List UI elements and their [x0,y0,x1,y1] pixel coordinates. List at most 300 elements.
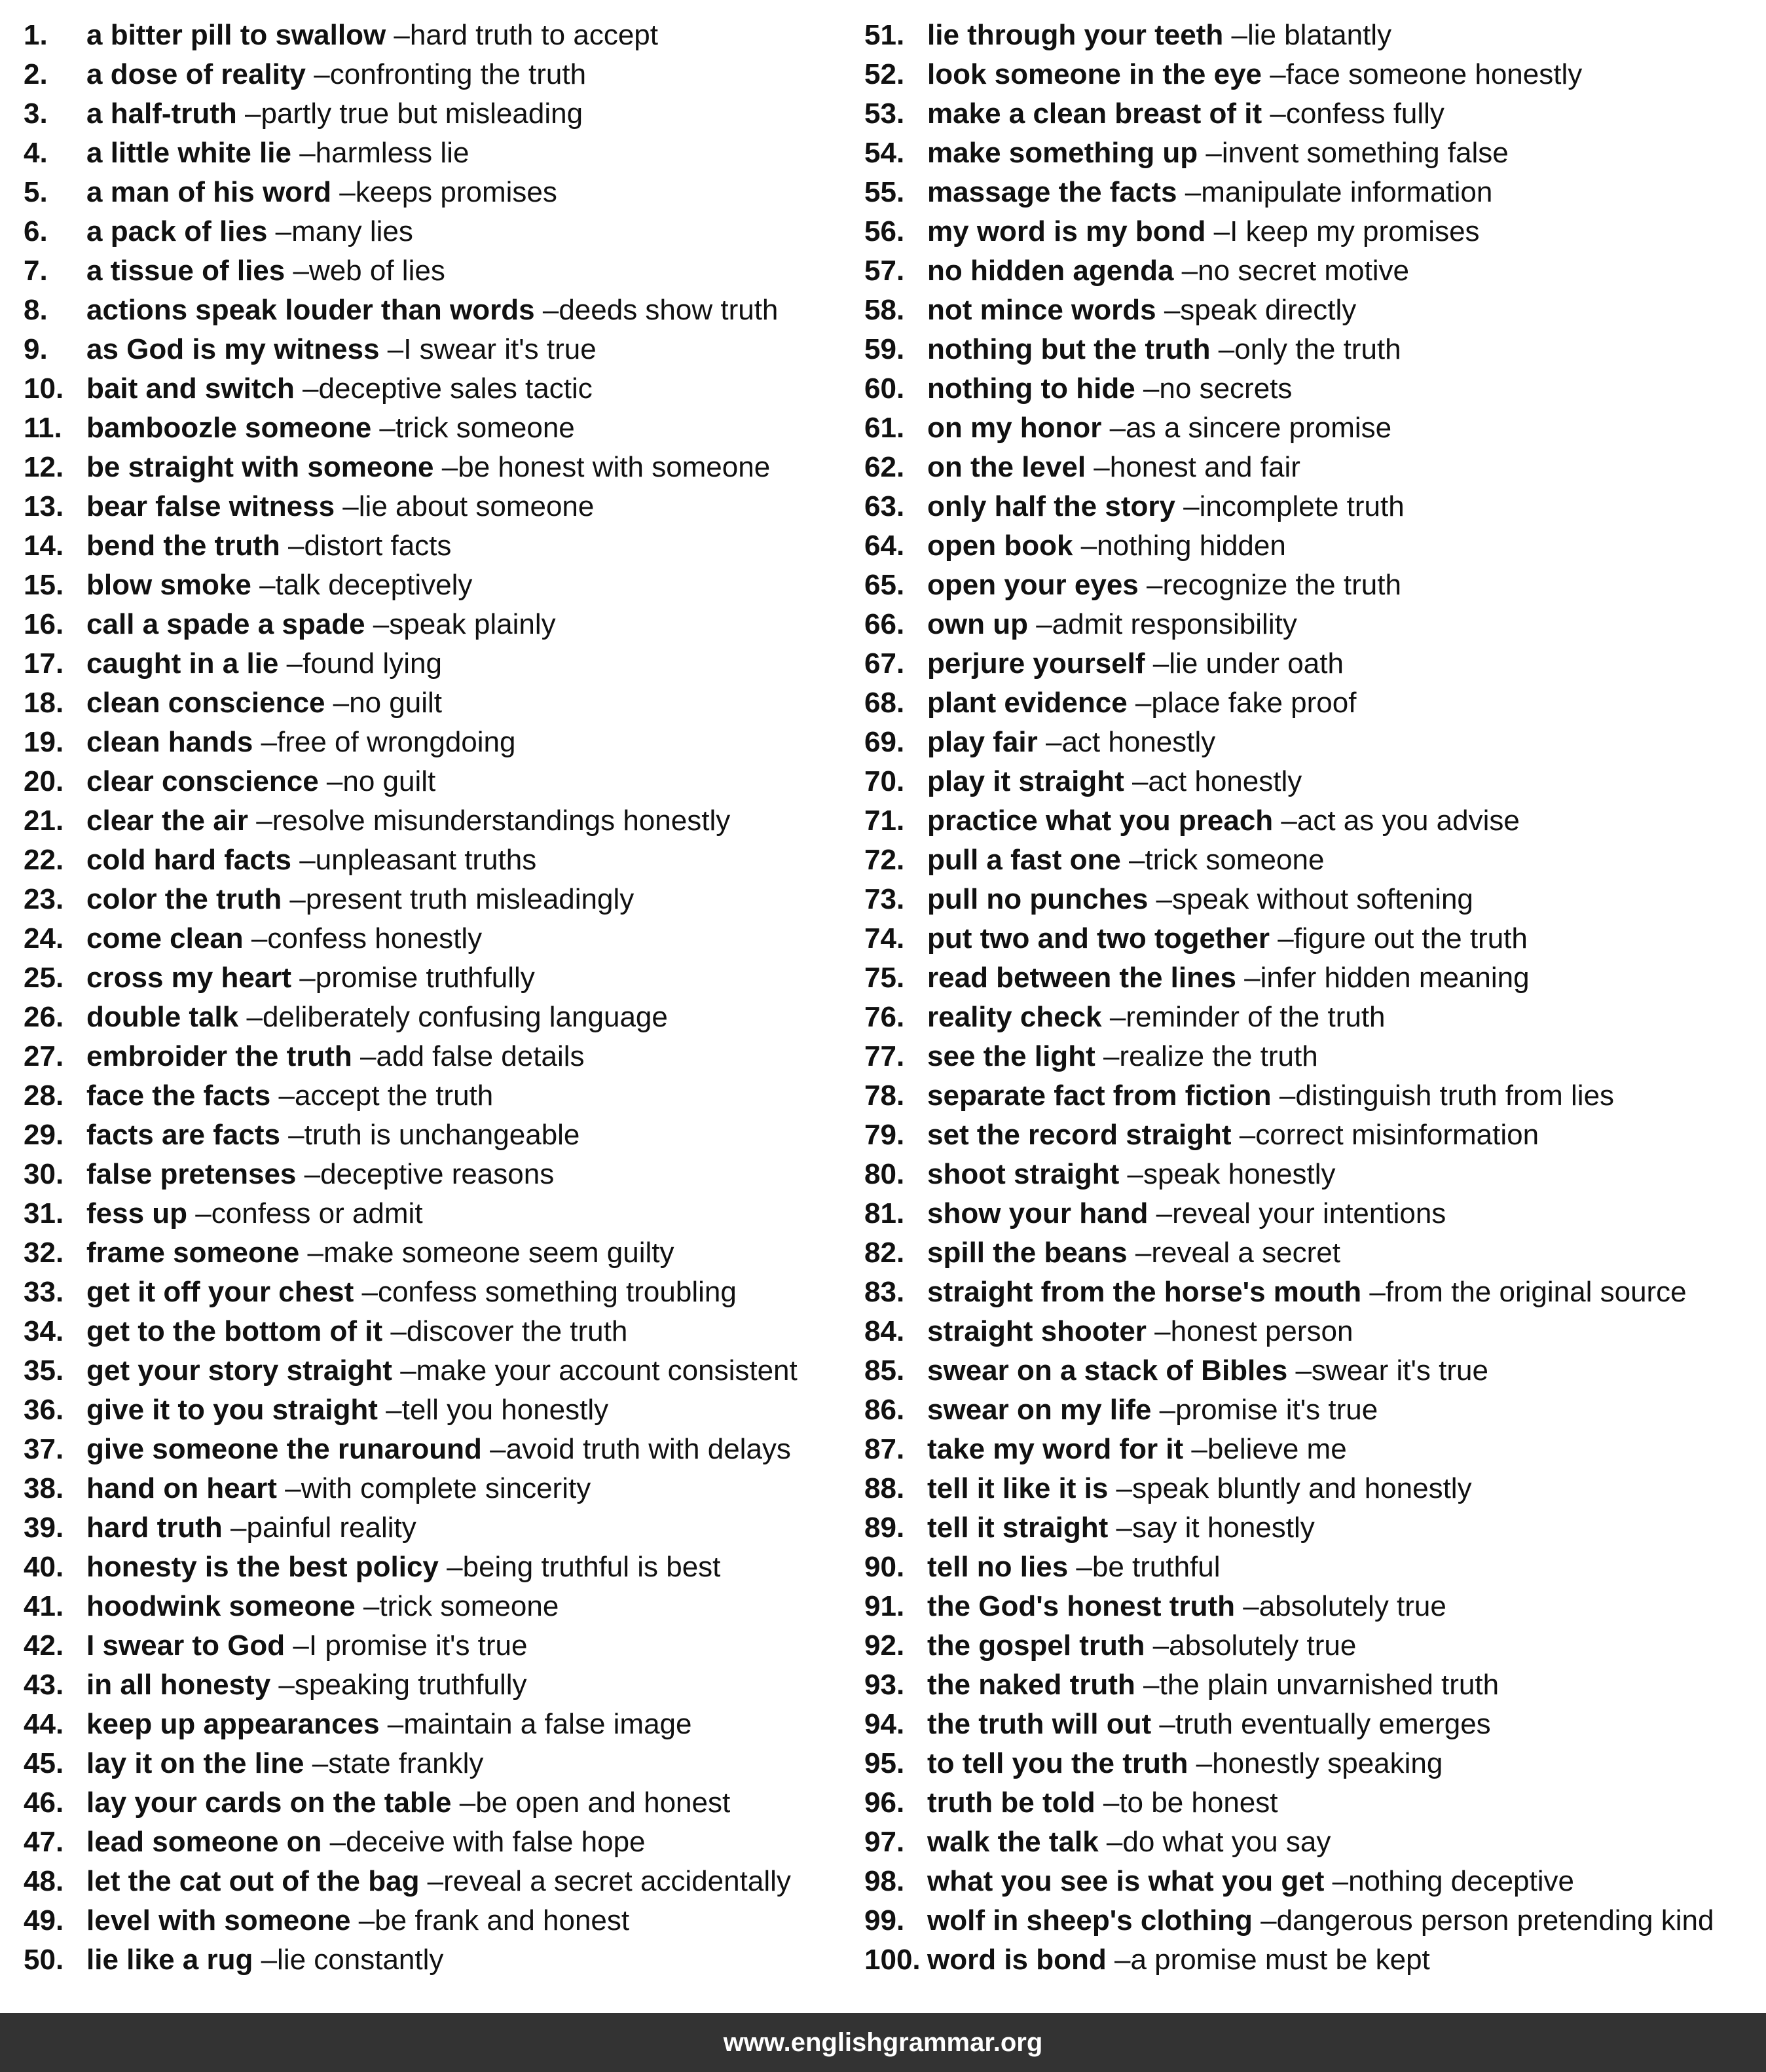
item-number: 5. [24,176,48,208]
list-item [864,1705,1761,1744]
idiom-phrase: play it straight [927,765,1124,797]
list-item [24,801,849,841]
separator-dash [280,526,304,566]
separator-dash [1173,251,1198,291]
idiom-meaning: maintain a false image [403,1708,692,1740]
list-item [24,605,849,644]
idiom-phrase: a bitter pill to swallow [86,19,386,51]
item-number: 37. [24,1433,64,1465]
separator-dash [1108,1469,1132,1508]
idiom-phrase: in all honesty [86,1669,271,1701]
idiom-phrase: look someone in the eye [927,58,1262,90]
separator-dash [270,1665,295,1705]
item-number: 48. [24,1865,64,1897]
separator-dash [1270,919,1294,958]
separator-dash [253,723,277,762]
list-item [24,1469,849,1508]
idiom-phrase: only half the story [927,490,1175,522]
idiom-meaning: trick someone [395,412,575,444]
idiom-phrase: as God is my witness [86,333,380,365]
list-item [24,958,849,998]
list-item [24,369,849,409]
idiom-phrase: embroider the truth [86,1040,352,1072]
footer-website-url: www.englishgrammar.org [723,2027,1043,2057]
idiom-meaning: a promise must be kept [1130,1944,1430,1976]
separator-dash [354,1273,378,1312]
list-item [864,16,1761,55]
item-number: 46. [24,1787,64,1819]
idiom-phrase: hoodwink someone [86,1590,356,1622]
separator-dash [1095,1037,1120,1076]
list-item [864,448,1761,487]
idiom-phrase: keep up appearances [86,1708,380,1740]
item-number: 74. [864,922,905,954]
item-number: 17. [24,647,64,680]
separator-dash [1148,1194,1172,1233]
separator-dash [1183,1430,1207,1469]
idiom-phrase: clean hands [86,726,253,758]
idiom-phrase: caught in a lie [86,647,279,680]
idiom-meaning: web of lies [308,255,445,287]
idiom-phrase: the naked truth [927,1669,1135,1701]
idiom-meaning: incomplete truth [1199,490,1405,522]
item-number: 97. [864,1826,905,1858]
idiom-phrase: no hidden agenda [927,255,1174,287]
idiom-phrase: read between the lines [927,962,1236,994]
idiom-phrase: tell it straight [927,1512,1109,1544]
idiom-meaning: say it honestly [1131,1512,1315,1544]
idiom-phrase: walk the talk [927,1826,1099,1858]
list-item [864,369,1761,409]
idiom-meaning: I keep my promises [1230,215,1480,247]
idiom-meaning: found lying [303,647,442,680]
idiom-phrase: hard truth [86,1512,223,1544]
list-item [864,1037,1761,1076]
item-number: 30. [24,1158,64,1190]
separator-dash [1038,723,1062,762]
idiom-phrase: plant evidence [927,687,1128,719]
list-item [24,409,849,448]
item-number: 1. [24,19,48,51]
idiom-phrase: practice what you preach [927,805,1274,837]
item-number: 11. [24,412,62,444]
idiom-meaning: absolutely true [1259,1590,1446,1622]
separator-dash [295,369,319,409]
separator-dash [1121,841,1145,880]
list-item [864,605,1761,644]
idiom-meaning: absolutely true [1169,1629,1357,1662]
separator-dash [248,801,272,841]
list-item [24,173,849,212]
idiom-list-right [864,16,1761,1980]
item-number: 47. [24,1826,64,1858]
idiom-meaning: act honestly [1148,765,1302,797]
item-number: 70. [864,765,905,797]
idiom-meaning: painful reality [246,1512,416,1544]
idiom-phrase: bend the truth [86,530,280,562]
separator-dash [1124,762,1149,801]
idiom-meaning: do what you say [1122,1826,1331,1858]
separator-dash [1119,1155,1143,1194]
list-item [24,683,849,723]
idiom-phrase: a dose of reality [86,58,306,90]
idiom-phrase: clear conscience [86,765,319,797]
separator-dash [331,173,356,212]
idiom-meaning: speak plainly [389,608,556,640]
idiom-meaning: no guilt [342,765,436,797]
item-number: 49. [24,1904,64,1936]
item-number: 31. [24,1197,64,1229]
idiom-phrase: clear the air [86,805,249,837]
item-number: 3. [24,98,48,130]
idiom-phrase: cold hard facts [86,844,291,876]
separator-dash [278,644,303,683]
separator-dash [296,1155,320,1194]
idiom-meaning: realize the truth [1119,1040,1318,1072]
separator-dash [1253,1901,1277,1940]
list-item [864,134,1761,173]
idiom-phrase: show your hand [927,1197,1149,1229]
idiom-meaning: unpleasant truths [315,844,537,876]
separator-dash [371,409,396,448]
item-number: 72. [864,844,905,876]
separator-dash [1102,998,1126,1037]
item-number: 82. [864,1237,905,1269]
item-number: 83. [864,1276,905,1308]
item-number: 63. [864,490,905,522]
idiom-meaning: keeps promises [355,176,557,208]
idiom-meaning: honest and fair [1109,451,1300,483]
idiom-meaning: hard truth to accept [409,19,658,51]
idiom-meaning: reveal a secret [1151,1237,1340,1269]
idiom-phrase: level with someone [86,1904,351,1936]
item-number: 78. [864,1080,905,1112]
list-item [24,448,849,487]
idiom-meaning: trick someone [1145,844,1325,876]
idiom-phrase: a little white lie [86,137,291,169]
item-number: 66. [864,608,905,640]
item-number: 81. [864,1197,905,1229]
idiom-meaning: make your account consistent [416,1354,798,1387]
idiom-meaning: with complete sincerity [301,1472,591,1504]
idiom-phrase: nothing but the truth [927,333,1211,365]
item-number: 94. [864,1708,905,1740]
list-item [24,1744,849,1783]
list-item [864,1273,1761,1312]
list-item [24,1783,849,1823]
separator-dash [280,1116,304,1155]
list-item [24,330,849,369]
idiom-phrase: nothing to hide [927,373,1135,405]
idiom-meaning: lie about someone [358,490,595,522]
idiom-phrase: play fair [927,726,1038,758]
list-item [864,55,1761,94]
idiom-meaning: nothing hidden [1097,530,1286,562]
idiom-meaning: speak bluntly and honestly [1132,1472,1472,1504]
idiom-phrase: false pretenses [86,1158,297,1190]
item-number: 55. [864,176,905,208]
item-number: 68. [864,687,905,719]
list-item [864,1390,1761,1430]
idiom-meaning: confronting the truth [329,58,587,90]
separator-dash [1068,1548,1092,1587]
idiom-phrase: give someone the runaround [86,1433,482,1465]
separator-dash [1151,1705,1175,1744]
separator-dash [350,1901,375,1940]
separator-dash [1148,880,1172,919]
separator-dash [1272,1076,1296,1116]
item-number: 99. [864,1904,905,1936]
idiom-phrase: massage the facts [927,176,1177,208]
idiom-meaning: act honestly [1061,726,1216,758]
idiom-phrase: reality check [927,1001,1102,1033]
separator-dash [306,55,330,94]
idiom-phrase: a tissue of lies [86,255,285,287]
idiom-meaning: be truthful [1092,1551,1221,1583]
idiom-phrase: clean conscience [86,687,325,719]
list-item [24,880,849,919]
idiom-meaning: speak directly [1180,294,1357,326]
list-item [864,644,1761,683]
item-number: 88. [864,1472,905,1504]
idiom-phrase: open book [927,530,1073,562]
idiom-meaning: trick someone [379,1590,559,1622]
item-number: 62. [864,451,905,483]
item-number: 32. [24,1237,64,1269]
separator-dash [1028,605,1052,644]
list-item [864,1430,1761,1469]
list-item [864,330,1761,369]
idiom-meaning: state frankly [328,1747,484,1779]
separator-dash [237,94,261,134]
idiom-meaning: place fake proof [1151,687,1357,719]
idiom-phrase: pull no punches [927,883,1149,915]
separator-dash [244,919,268,958]
idiom-phrase: put two and two together [927,922,1270,954]
list-item [864,762,1761,801]
idiom-phrase: see the light [927,1040,1095,1072]
idiom-phrase: pull a fast one [927,844,1121,876]
item-number: 75. [864,962,905,994]
list-item [864,998,1761,1037]
list-item [864,1194,1761,1233]
idiom-phrase: lay your cards on the table [86,1787,452,1819]
list-item [864,1587,1761,1626]
idiom-phrase: lie like a rug [86,1944,253,1976]
idiom-phrase: a pack of lies [86,215,268,247]
separator-dash [380,1705,404,1744]
list-item [24,526,849,566]
separator-dash [1147,1312,1171,1351]
idiom-meaning: resolve misunderstandings honestly [272,805,731,837]
list-item [24,1430,849,1469]
idiom-meaning: lie blatantly [1247,19,1392,51]
list-item [864,251,1761,291]
idiom-meaning: honestly speaking [1212,1747,1443,1779]
separator-dash [535,291,559,330]
item-number: 35. [24,1354,64,1387]
idiom-phrase: bamboozle someone [86,412,372,444]
idiom-meaning: deliberately confusing language [262,1001,668,1033]
separator-dash [322,1823,346,1862]
separator-dash [335,487,359,526]
idiom-phrase: fess up [86,1197,188,1229]
list-item [864,801,1761,841]
separator-dash [1236,958,1260,998]
separator-dash [291,134,316,173]
idiom-meaning: swear it's true [1311,1354,1488,1387]
separator-dash [285,251,309,291]
separator-dash [251,566,276,605]
idiom-meaning: face someone honestly [1285,58,1583,90]
list-item [864,841,1761,880]
list-item [864,723,1761,762]
item-number: 8. [24,294,48,326]
item-number: 41. [24,1590,64,1622]
idiom-meaning: the plain unvarnished truth [1159,1669,1499,1701]
idiom-phrase: separate fact from fiction [927,1080,1272,1112]
separator-dash [382,1312,407,1351]
item-number: 51. [864,19,905,51]
idiom-meaning: infer hidden meaning [1260,962,1530,994]
separator-dash [1177,173,1202,212]
item-number: 18. [24,687,64,719]
separator-dash [1188,1744,1212,1783]
idiom-phrase: make a clean breast of it [927,98,1262,130]
item-number: 20. [24,765,64,797]
item-number: 96. [864,1787,905,1819]
idiom-meaning: correct misinformation [1255,1119,1539,1151]
idiom-meaning: harmless lie [315,137,469,169]
idiom-meaning: recognize the truth [1162,569,1401,601]
item-number: 85. [864,1354,905,1387]
idiom-meaning: truth eventually emerges [1175,1708,1491,1740]
idiom-phrase: a man of his word [86,176,332,208]
idiom-phrase: my word is my bond [927,215,1206,247]
item-number: 36. [24,1394,64,1426]
idiom-meaning: reveal a secret accidentally [443,1865,791,1897]
idiom-phrase: make something up [927,137,1198,169]
idiom-phrase: get to the bottom of it [86,1315,383,1347]
list-item [864,526,1761,566]
list-item [864,1823,1761,1862]
list-item [864,683,1761,723]
item-number: 29. [24,1119,64,1151]
idiom-meaning: honest person [1170,1315,1353,1347]
list-item [24,16,849,55]
idiom-meaning: as a sincere promise [1126,412,1392,444]
item-number: 27. [24,1040,64,1072]
list-item [24,1626,849,1665]
idiom-meaning: be honest with someone [458,451,771,483]
idiom-phrase: on the level [927,451,1086,483]
separator-dash [1086,448,1110,487]
idiom-meaning: talk deceptively [275,569,473,601]
item-number: 79. [864,1119,905,1151]
idiom-phrase: bait and switch [86,373,295,405]
idiom-meaning: speak without softening [1172,883,1473,915]
list-item [864,919,1761,958]
idiom-phrase: spill the beans [927,1237,1128,1269]
idiom-phrase: face the facts [86,1080,271,1112]
idiom-meaning: confess fully [1285,98,1444,130]
separator-dash [285,1626,309,1665]
idiom-meaning: speaking truthfully [294,1669,527,1701]
item-number: 4. [24,137,48,169]
item-number: 26. [24,1001,64,1033]
list-item [24,1665,849,1705]
list-item [24,1194,849,1233]
item-number: 52. [864,58,905,90]
item-number: 69. [864,726,905,758]
item-number: 98. [864,1865,905,1897]
idiom-phrase: honesty is the best policy [86,1551,439,1583]
list-item [24,1076,849,1116]
idiom-meaning: lie constantly [277,1944,444,1976]
separator-dash [1273,801,1297,841]
separator-dash [386,16,410,55]
item-number: 53. [864,98,905,130]
idiom-list-left [24,16,849,1980]
item-number: 67. [864,647,905,680]
idiom-phrase: blow smoke [86,569,251,601]
idiom-phrase: get it off your chest [86,1276,354,1308]
separator-dash [253,1940,277,1980]
item-number: 33. [24,1276,64,1308]
separator-dash [1108,1508,1132,1548]
separator-dash [1139,566,1163,605]
idiom-phrase: tell no lies [927,1551,1069,1583]
item-number: 24. [24,922,64,954]
list-item [864,1076,1761,1116]
separator-dash [1324,1862,1348,1901]
idiom-phrase: facts are facts [86,1119,280,1151]
idiom-meaning: nothing deceptive [1348,1865,1574,1897]
item-number: 45. [24,1747,64,1779]
separator-dash [1128,683,1152,723]
separator-dash [380,330,404,369]
item-number: 21. [24,805,64,837]
idiom-meaning: no guilt [349,687,443,719]
idiom-phrase: the truth will out [927,1708,1152,1740]
list-item [864,1783,1761,1823]
item-number: 50. [24,1944,64,1976]
separator-dash [1145,1626,1169,1665]
list-item [864,1940,1761,1980]
separator-dash [325,683,349,723]
separator-dash [1135,369,1160,409]
separator-dash [1232,1116,1256,1155]
idiom-phrase: swear on a stack of Bibles [927,1354,1288,1387]
list-item [24,55,849,94]
item-number: 64. [864,530,905,562]
item-number: 90. [864,1551,905,1583]
separator-dash [270,1076,295,1116]
idiom-meaning: confess something troubling [377,1276,737,1308]
item-number: 65. [864,569,905,601]
idiom-meaning: no secrets [1159,373,1293,405]
list-item [864,291,1761,330]
idiom-meaning: present truth misleadingly [305,883,635,915]
item-number: 56. [864,215,905,247]
separator-dash [1223,16,1247,55]
idiom-meaning: promise truthfully [315,962,535,994]
list-item [24,1273,849,1312]
idiom-phrase: the gospel truth [927,1629,1145,1662]
idiom-phrase: the God's honest truth [927,1590,1235,1622]
list-item [24,998,849,1037]
idiom-phrase: wolf in sheep's clothing [927,1904,1253,1936]
